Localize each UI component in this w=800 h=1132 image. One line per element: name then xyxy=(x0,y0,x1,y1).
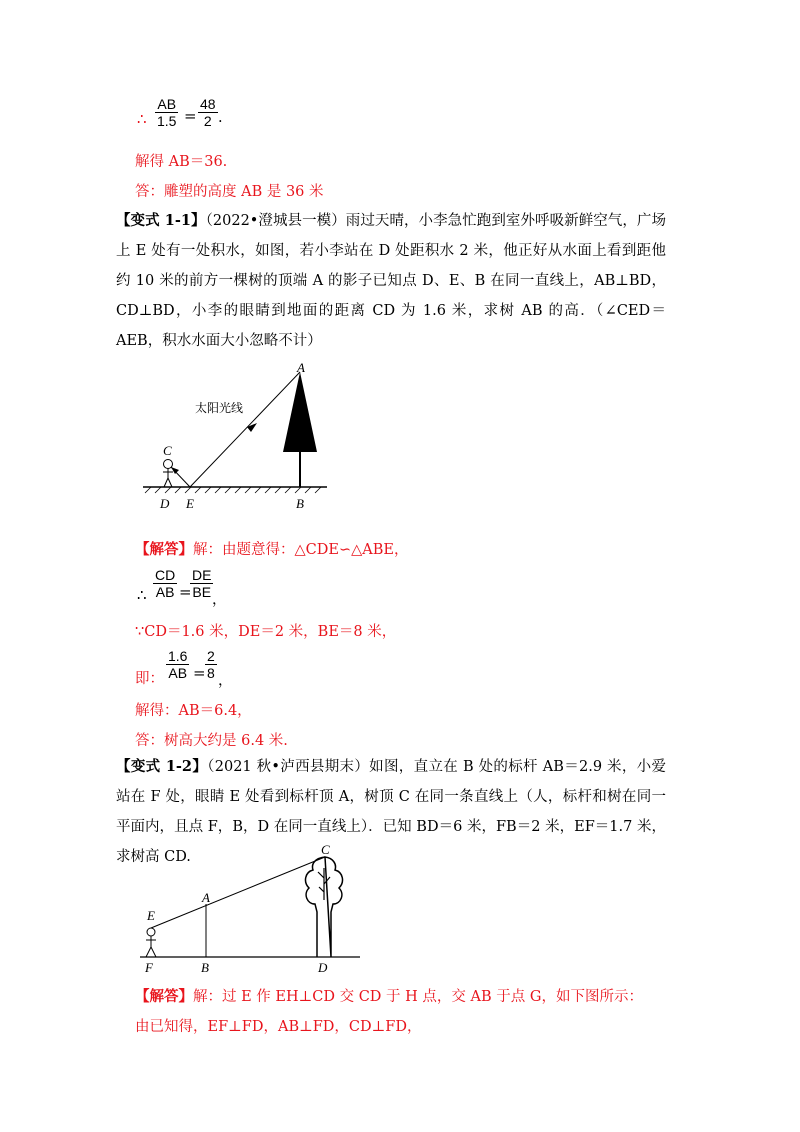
label-a: A xyxy=(297,360,305,375)
fraction-numerator: 48 xyxy=(200,96,216,112)
fraction-1-6-ab xyxy=(166,648,189,681)
solve-line: 解得 AB＝36. xyxy=(135,154,228,170)
label-d: D xyxy=(318,960,328,975)
fraction-denominator: AB xyxy=(155,584,175,600)
label-b: B xyxy=(201,960,209,975)
equals-sign: = xyxy=(184,107,197,125)
fraction-numerator: 2 xyxy=(207,648,215,664)
label-d: D xyxy=(160,496,170,511)
ji-label: 即： xyxy=(135,671,164,687)
period: . xyxy=(218,110,223,126)
fraction-48-2 xyxy=(198,96,218,129)
label-e: E xyxy=(147,908,155,923)
question-text: 雨过天晴，小李急忙跑到室外呼吸新鲜空气，广场上 E 处有一处积水，如图，若小李站在 D 处距积水 2 米，他正好从水面上看到距他约 10 米的前方一棵树的顶端 A 的影子已知点 D、E、B 在同一直线上，AB⊥BD，CD⊥BD，小李的眼睛到地面的距离 CD 为 1.6 米，求树 AB 的高．（∠CED＝AEB，积水水面大小忽略不计） xyxy=(116,213,666,349)
solve-line: 解得：AB＝6.4， xyxy=(135,703,252,719)
fraction-numerator: AB xyxy=(157,96,177,112)
therefore-symbol: ∴ xyxy=(137,110,147,128)
fraction-denominator: AB xyxy=(168,665,188,681)
equals-sign: = xyxy=(179,583,192,601)
question-tag: 【变式 1-1】 xyxy=(116,212,206,229)
fraction-numerator: 1.6 xyxy=(168,648,188,664)
fraction-numerator: CD xyxy=(155,567,176,583)
label-e: E xyxy=(186,496,194,511)
fraction-denominator: 1.5 xyxy=(157,113,177,129)
comma: ， xyxy=(212,592,227,608)
fraction-de-be xyxy=(190,567,213,600)
answer-line: 答：树高大约是 6.4 米. xyxy=(135,733,288,749)
sunlight-label: 太阳光线 xyxy=(195,401,244,415)
question-source: （2022•澄城县一模） xyxy=(205,213,346,229)
label-f: F xyxy=(145,960,153,975)
given-line: ∵CD＝1.6 米，DE＝2 米，BE＝8 米， xyxy=(135,624,397,640)
person-head xyxy=(164,460,173,469)
fraction-denominator: BE xyxy=(192,584,212,600)
comma: ， xyxy=(218,673,233,689)
question-tag: 【变式 1-2】 xyxy=(116,758,208,775)
fraction-cd-ab xyxy=(153,567,177,600)
figure-tree-reflection xyxy=(135,360,335,520)
fraction-denominator: 2 xyxy=(203,113,212,129)
answer-line: 答：雕塑的高度 AB 是 36 米 xyxy=(135,184,324,200)
answer-tag: 【解答】 xyxy=(135,988,193,1005)
answer-text: 解：过 E 作 EH⊥CD 交 CD 于 H 点，交 AB 于点 G，如下图所示： xyxy=(193,989,643,1005)
equals-sign: = xyxy=(193,664,206,682)
answer-tag: 【解答】 xyxy=(135,541,193,558)
fraction-ab-1-5 xyxy=(155,96,178,129)
label-b: B xyxy=(296,496,304,511)
label-c: C xyxy=(163,443,172,458)
answer-1-2-line2: 由已知得，EF⊥FD，AB⊥FD，CD⊥FD， xyxy=(135,1019,422,1035)
question-1-1 xyxy=(116,206,666,356)
fraction-numerator: DE xyxy=(192,567,212,583)
figure-pole-tree xyxy=(135,840,365,985)
label-a: A xyxy=(202,890,210,905)
fraction-denominator: 8 xyxy=(207,665,215,681)
answer-text: 解：由题意得：△CDE∽△ABE， xyxy=(193,542,409,558)
answer-1-2-line1 xyxy=(135,985,643,1006)
question-source: （2021 秋•泸西县期末） xyxy=(207,759,370,775)
label-c: C xyxy=(321,842,330,857)
fraction-2-8 xyxy=(205,648,217,681)
answer-1-1-line1 xyxy=(135,538,408,559)
therefore-symbol: ∴ xyxy=(137,586,147,604)
person-head xyxy=(147,928,155,936)
question-text: 如图，直立在 B 处的标杆 AB＝2.9 米，小爱站在 F 处，眼睛 E 处看到标杆顶 A，树顶 C 在同一条直线上（人，标杆和树在同一平面内，且点 F，B，D 在同一直线上）．已知 BD＝6 米，FB＝2 米，EF＝1.7 米，求树高 CD. xyxy=(116,759,667,865)
